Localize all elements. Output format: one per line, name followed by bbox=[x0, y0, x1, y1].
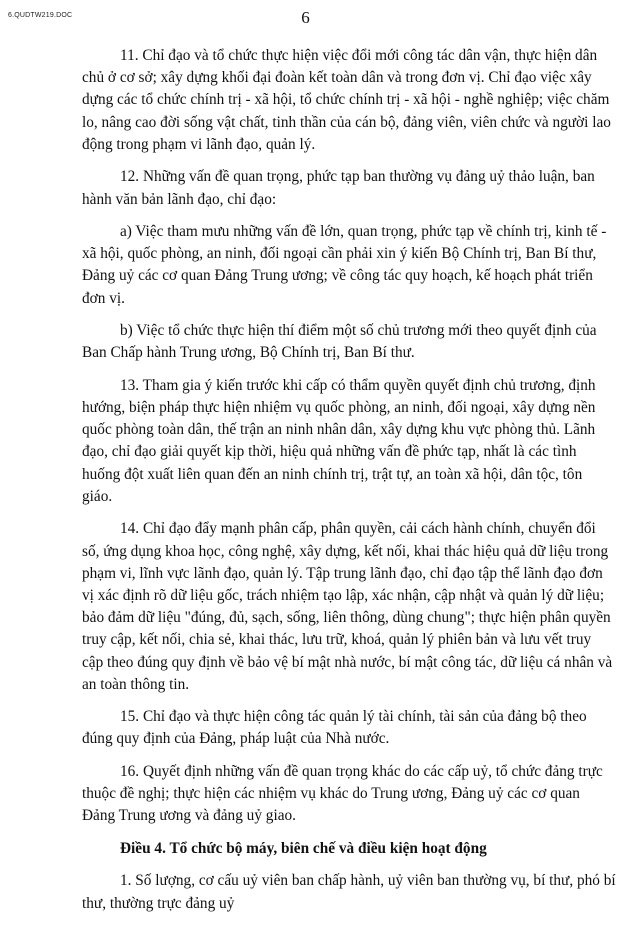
file-name-label: 6.QUDTW219.DOC bbox=[8, 12, 73, 19]
paragraph-item-15: 15. Chỉ đạo và thực hiện công tác quản lý tài chính, tài sản của đảng bộ theo đúng quy định của Đảng, pháp luật của Nhà nước. bbox=[82, 708, 587, 748]
document-body bbox=[82, 45, 616, 925]
paragraph-item-12a: a) Việc tham mưu những vấn đề lớn, quan trọng, phức tạp về chính trị, kinh tế - xã hội, quốc phòng, an ninh, đối ngoại cần phải xin ý kiến Bộ Chính trị, Ban Bí thư, Đảng uỷ các cơ quan Đảng Trung ương; về công tác quy hoạch, kế hoạch phát triển đơn vị. bbox=[82, 223, 607, 307]
paragraph-item-14: 14. Chỉ đạo đẩy mạnh phân cấp, phân quyền, cải cách hành chính, chuyển đổi số, ứng dụng khoa học, công nghệ, xây dựng, kết nối, khai thác hiệu quả dữ liệu trong phạm vi, lĩnh vực lãnh đạo, quản lý. Tập trung lãnh đạo, chỉ đạo tập thể lãnh đạo đơn vị xác định rõ dữ liệu gốc, trách nhiệm tạo lập, xác nhận, cập nhật và quản lý dữ liệu; bảo đảm dữ liệu "đúng, đủ, sạch, sống, liên thông, dùng chung"; thực hiện phân quyền truy cập, kết nối, chia sẻ, khai thác, lưu trữ, khoá, quản lý phiên bản và lưu vết truy cập theo đúng quy định về bảo vệ bí mật nhà nước, bí mật công tác, dữ liệu cá nhân và an toàn thông tin. bbox=[82, 520, 613, 693]
paragraph-item-11: 11. Chỉ đạo và tổ chức thực hiện việc đổi mới công tác dân vận, thực hiện dân chủ ở cơ sở; xây dựng khối đại đoàn kết toàn dân và trong đơn vị. Chỉ đạo việc xây dựng các tổ chức chính trị - xã hội, tổ chức chính trị - xã hội - nghề nghiệp; việc chăm lo, nâng cao đời sống vật chất, tinh thần của cán bộ, đảng viên, viên chức và người lao động trong phạm vi lãnh đạo, quản lý. bbox=[82, 47, 611, 153]
article-4-heading: Điều 4. Tổ chức bộ máy, biên chế và điều kiện hoạt động bbox=[120, 839, 487, 857]
page-number: 6 bbox=[301, 8, 310, 27]
article-4-paragraph-1: 1. Số lượng, cơ cấu uỷ viên ban chấp hành, uỷ viên ban thường vụ, bí thư, phó bí thư, thường trực đảng uỷ bbox=[82, 872, 616, 912]
paragraph-item-16: 16. Quyết định những vấn đề quan trọng khác do các cấp uỷ, tổ chức đảng trực thuộc đề nghị; thực hiện các nhiệm vụ khác do Trung ương, Đảng uỷ các cơ quan Đảng Trung ương và đảng uỷ giao. bbox=[82, 762, 603, 825]
paragraph-item-13: 13. Tham gia ý kiến trước khi cấp có thẩm quyền quyết định chủ trương, định hướng, biện pháp thực hiện nhiệm vụ quốc phòng, an ninh, đối ngoại, xây dựng nền quốc phòng toàn dân, thế trận an ninh nhân dân, xây dựng khu vực phòng thủ. Lãnh đạo, chỉ đạo giải quyết kịp thời, hiệu quả những vấn đề phức tạp, nhất là các tình huống đột xuất liên quan đến an ninh chính trị, trật tự, an toàn xã hội, dân tộc, tôn giáo. bbox=[82, 376, 596, 505]
paragraph-item-12: 12. Những vấn đề quan trọng, phức tạp ban thường vụ đảng uỷ thảo luận, ban hành văn bản lãnh đạo, chỉ đạo: bbox=[82, 168, 595, 208]
paragraph-item-12b: b) Việc tổ chức thực hiện thí điểm một số chủ trương mới theo quyết định của Ban Chấp hành Trung ương, Bộ Chính trị, Ban Bí thư. bbox=[82, 322, 597, 362]
